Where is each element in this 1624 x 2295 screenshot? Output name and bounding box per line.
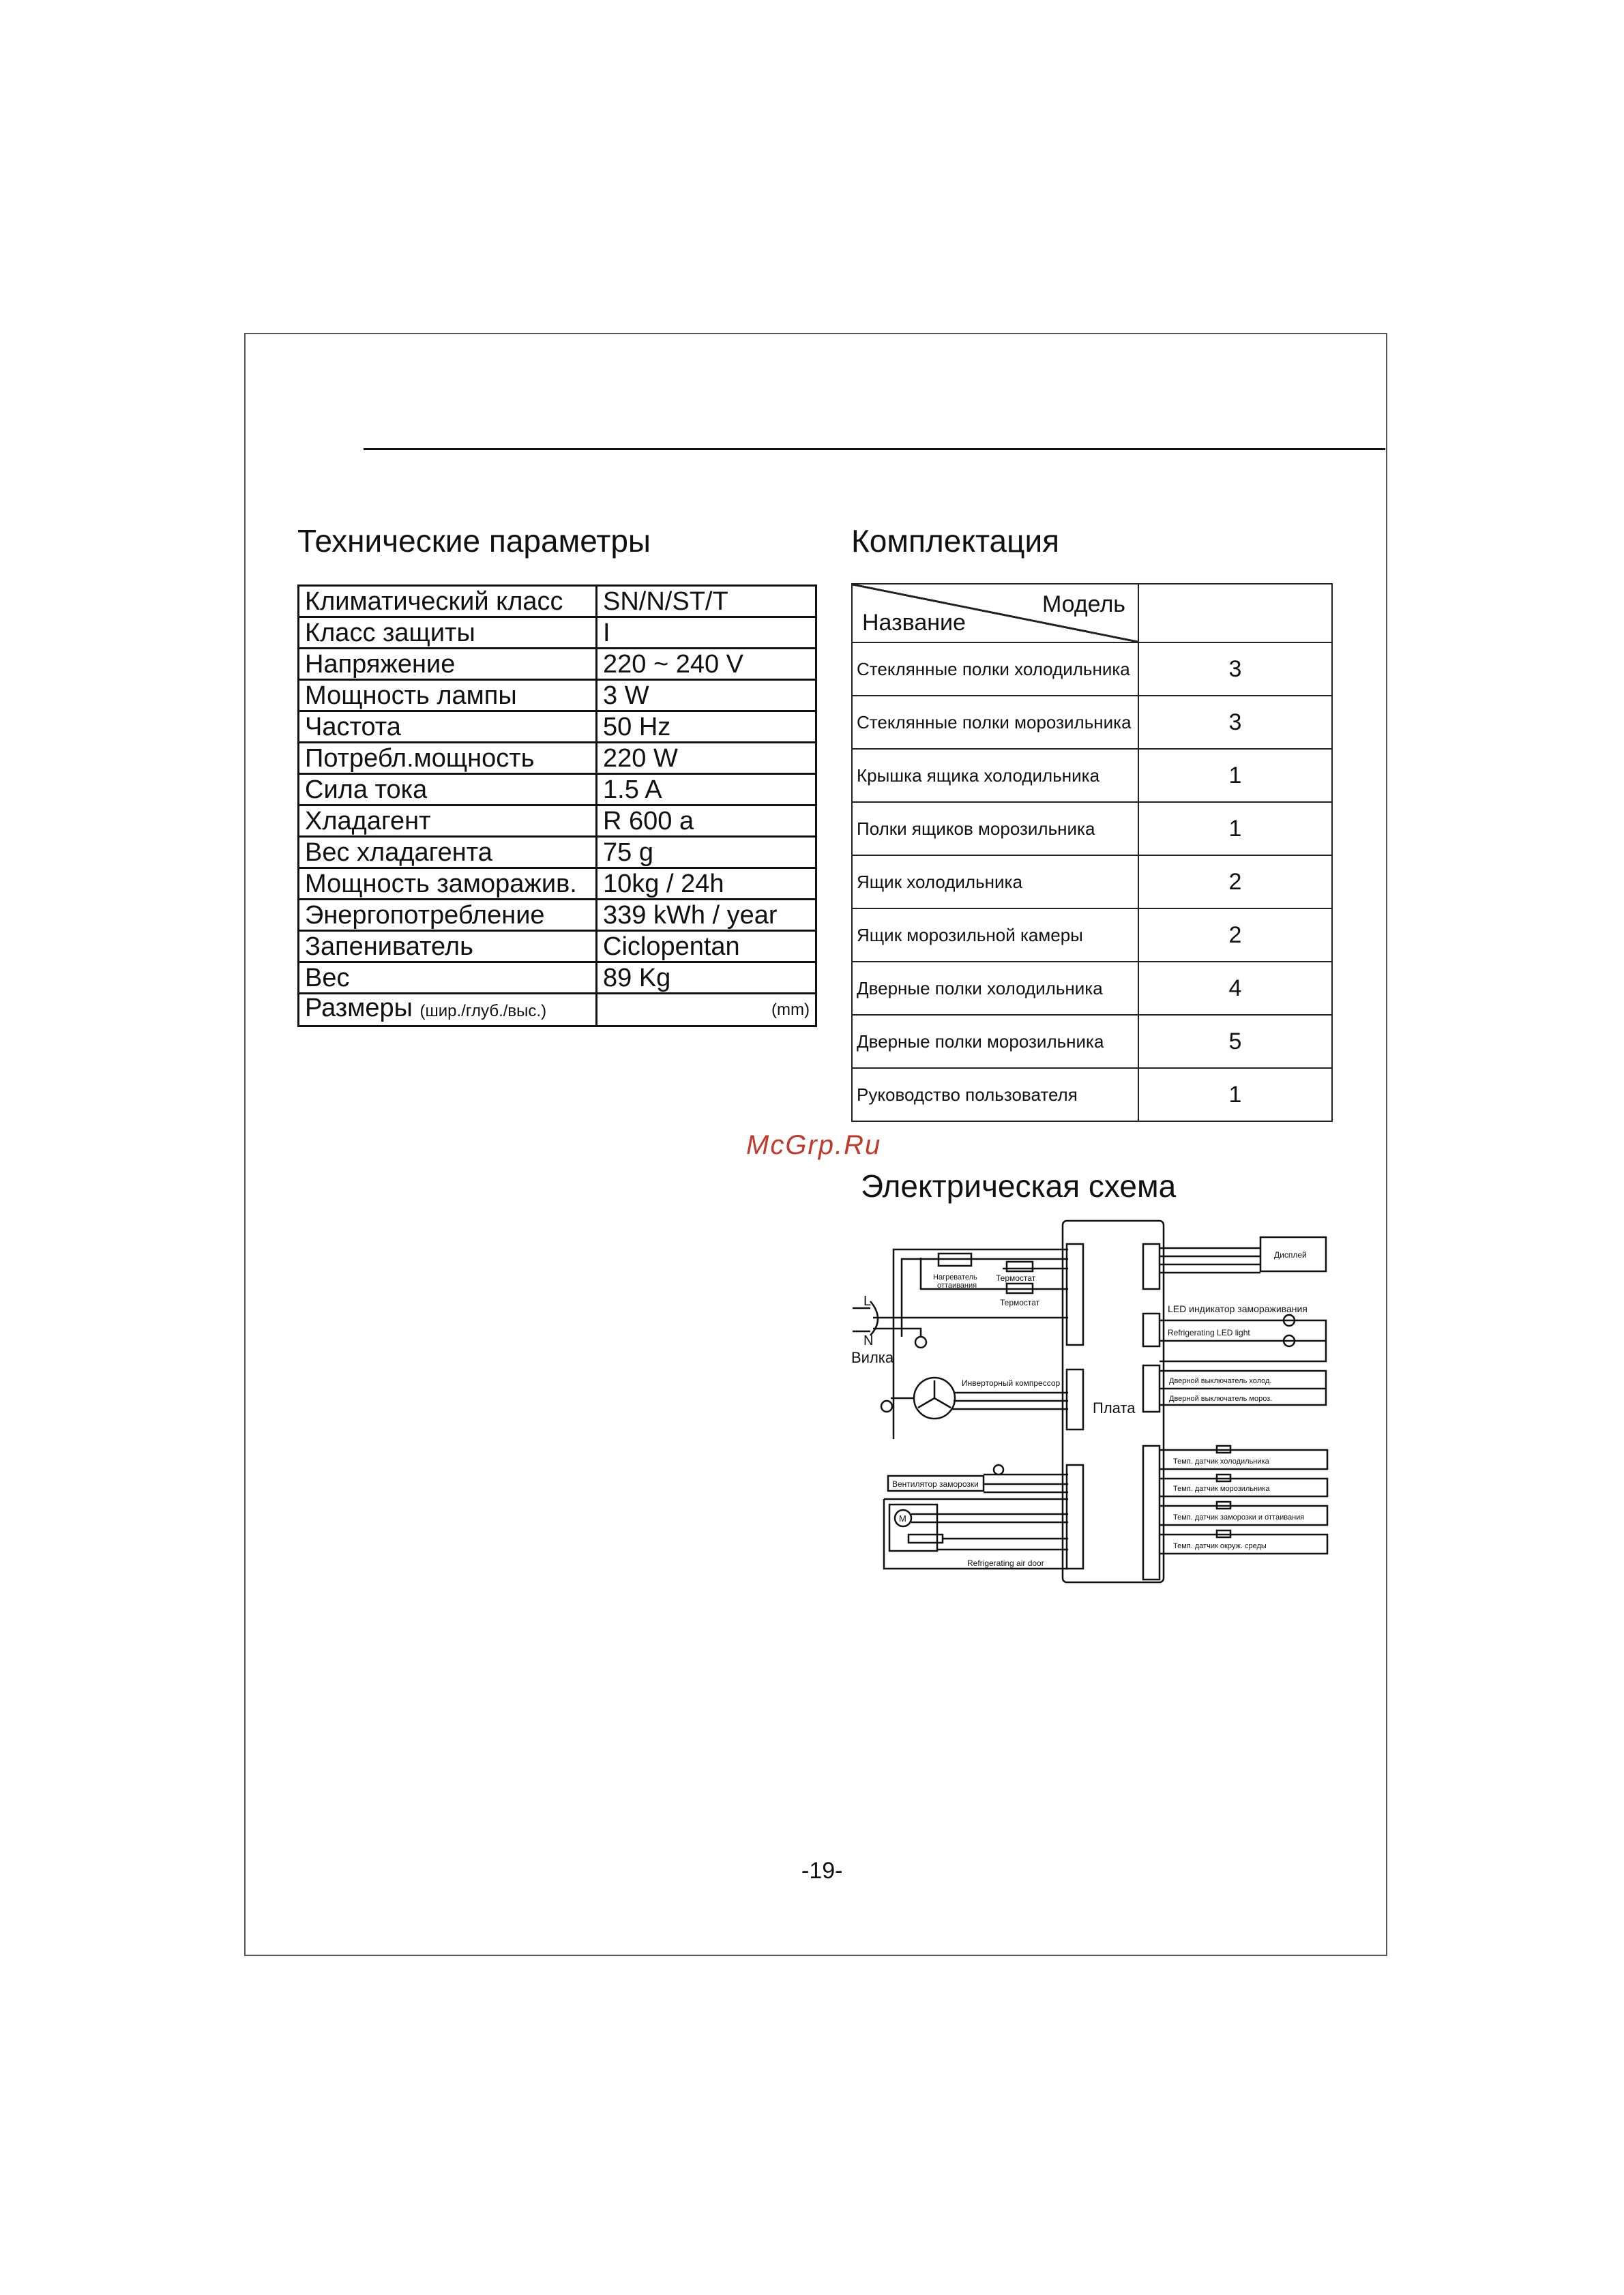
table-row [299,837,816,868]
param-value: 75 g [597,837,816,868]
kit-header-cell [852,584,1138,642]
header-model: Модель [1042,591,1125,617]
kit-item-qty: 1 [1138,802,1332,855]
wiring-diagram [846,1214,1337,1596]
table-row [299,774,816,805]
kit-item-qty: 5 [1138,1015,1332,1068]
table-row [852,642,1332,696]
param-value: 220 W [597,743,816,774]
compressor-windings [918,1380,951,1408]
kit-item-name: Стеклянные полки морозильника [852,696,1138,749]
param-label: Вес хладагента [299,837,597,868]
table-row [852,962,1332,1015]
param-label: Напряжение [299,649,597,680]
heater-label-2: оттаивания [937,1282,977,1290]
table-row [852,908,1332,962]
table-row [299,586,816,617]
table-row [299,868,816,900]
led-freeze-label: LED индикатор замораживания [1168,1303,1308,1314]
table-row [299,900,816,931]
kit-item-name: Ящик холодильника [852,855,1138,908]
sensor-freezer-label: Темп. датчик морозильника [1173,1485,1270,1493]
dimensions-value-cell [597,994,816,1026]
terminal-block [1067,1465,1083,1569]
kit-item-qty: 3 [1138,642,1332,696]
sensor-ambient-label: Темп. датчик окруж. среды [1173,1542,1267,1550]
param-value: 50 Hz [597,711,816,743]
terminal-block [1067,1244,1083,1345]
kit-header-row [852,584,1332,642]
ground-symbol [881,1401,892,1412]
schema-title: Электрическая схема [861,1168,1177,1204]
dimensions-unit: (mm) [771,1000,810,1019]
param-label: Климатический класс [299,586,597,617]
plug-label: Вилка [851,1349,894,1366]
kit-item-name: Ящик морозильной камеры [852,908,1138,962]
terminal-block [1067,1369,1083,1430]
sensor-defrost-label: Темп. датчик заморозки и оттаивания [1173,1513,1305,1522]
param-label: Потребл.мощность [299,743,597,774]
param-value: 1.5 A [597,774,816,805]
table-row [852,802,1332,855]
thermostat-2-label: Термостат [1000,1298,1040,1307]
air-door-box [889,1505,937,1551]
param-value: 10kg / 24h [597,868,816,900]
param-label: Мощность лампы [299,680,597,711]
kit-item-name: Дверные полки холодильника [852,962,1138,1015]
param-label: Мощность заморажив. [299,868,597,900]
table-row [299,962,816,994]
tech-params-table [297,584,817,1027]
fan-label: Вентилятор заморозки [892,1479,979,1489]
table-row [852,1068,1332,1121]
fan-symbol [994,1465,1003,1475]
kit-item-qty: 1 [1138,749,1332,802]
kit-item-qty: 1 [1138,1068,1332,1121]
door-switch-freezer-label: Дверной выключатель мороз. [1169,1395,1273,1403]
param-value: Ciclopentan [597,931,816,962]
terminal-block [1143,1446,1160,1580]
param-value: I [597,617,816,649]
param-value: SN/N/ST/T [597,586,816,617]
table-row [299,711,816,743]
table-row [299,994,816,1026]
heater-label: Нагреватель [933,1273,977,1282]
door-switch-fridge-label: Дверной выключатель холод. [1169,1377,1272,1385]
kit-item-name: Полки ящиков морозильника [852,802,1138,855]
param-label: Хладагент [299,805,597,837]
kit-header-qty [1138,584,1332,642]
sensor-fridge-label: Темп. датчик холодильника [1173,1457,1269,1466]
board-label: Плата [1093,1400,1136,1417]
param-label: Класс защиты [299,617,597,649]
kit-item-name: Стеклянные полки холодильника [852,642,1138,696]
page-number: -19- [801,1858,843,1884]
wire [873,1329,921,1337]
table-row [852,855,1332,908]
param-label: Частота [299,711,597,743]
thermostat-element [1007,1262,1033,1271]
compressor-label: Инверторный компрессор [962,1378,1061,1388]
terminal-block [1143,1244,1160,1289]
motor-label: M [899,1513,906,1524]
param-label: Запениватель [299,931,597,962]
kit-item-qty: 3 [1138,696,1332,749]
param-value: R 600 a [597,805,816,837]
table-row [299,617,816,649]
tech-params-title: Технические параметры [297,523,651,559]
table-row [852,1015,1332,1068]
dimensions-label-cell [299,994,597,1026]
table-row [299,743,816,774]
table-row [299,805,816,837]
header-rule [364,448,1385,450]
header-name: Название [862,610,966,636]
wire [894,1249,1068,1439]
dimensions-hint: (шир./глуб./выс.) [419,1002,547,1020]
thermostat-1-label: Термостат [996,1273,1036,1283]
dimensions-label: Размеры [305,994,413,1022]
kit-item-name: Руководство пользователя [852,1068,1138,1121]
table-row [852,749,1332,802]
air-door-label: Refrigerating air door [967,1558,1044,1568]
param-label: Вес [299,962,597,994]
wire [902,1259,1068,1337]
ground-symbol [915,1337,926,1348]
param-label: Сила тока [299,774,597,805]
table-row [299,931,816,962]
wire [1160,1248,1260,1273]
table-row [852,696,1332,749]
kit-item-qty: 4 [1138,962,1332,1015]
terminal-block [1143,1365,1160,1412]
kit-item-name: Дверные полки морозильника [852,1015,1138,1068]
param-label: Энергопотребление [299,900,597,931]
display-label: Дисплей [1274,1250,1307,1260]
kit-title: Комплектация [851,523,1060,559]
terminal-block [1143,1314,1160,1346]
table-row [299,680,816,711]
watermark[interactable]: McGrp.Ru [746,1130,882,1160]
kit-item-qty: 2 [1138,908,1332,962]
kit-table [851,583,1333,1122]
table-row [299,649,816,680]
kit-item-name: Крышка ящика холодильника [852,749,1138,802]
param-value: 89 Kg [597,962,816,994]
plug-l-label: L [863,1294,872,1309]
plug-n-label: N [863,1333,874,1348]
led-fridge-label: Refrigerating LED light [1168,1328,1250,1337]
param-value: 220 ~ 240 V [597,649,816,680]
param-value: 339 kWh / year [597,900,816,931]
kit-item-qty: 2 [1138,855,1332,908]
param-value: 3 W [597,680,816,711]
